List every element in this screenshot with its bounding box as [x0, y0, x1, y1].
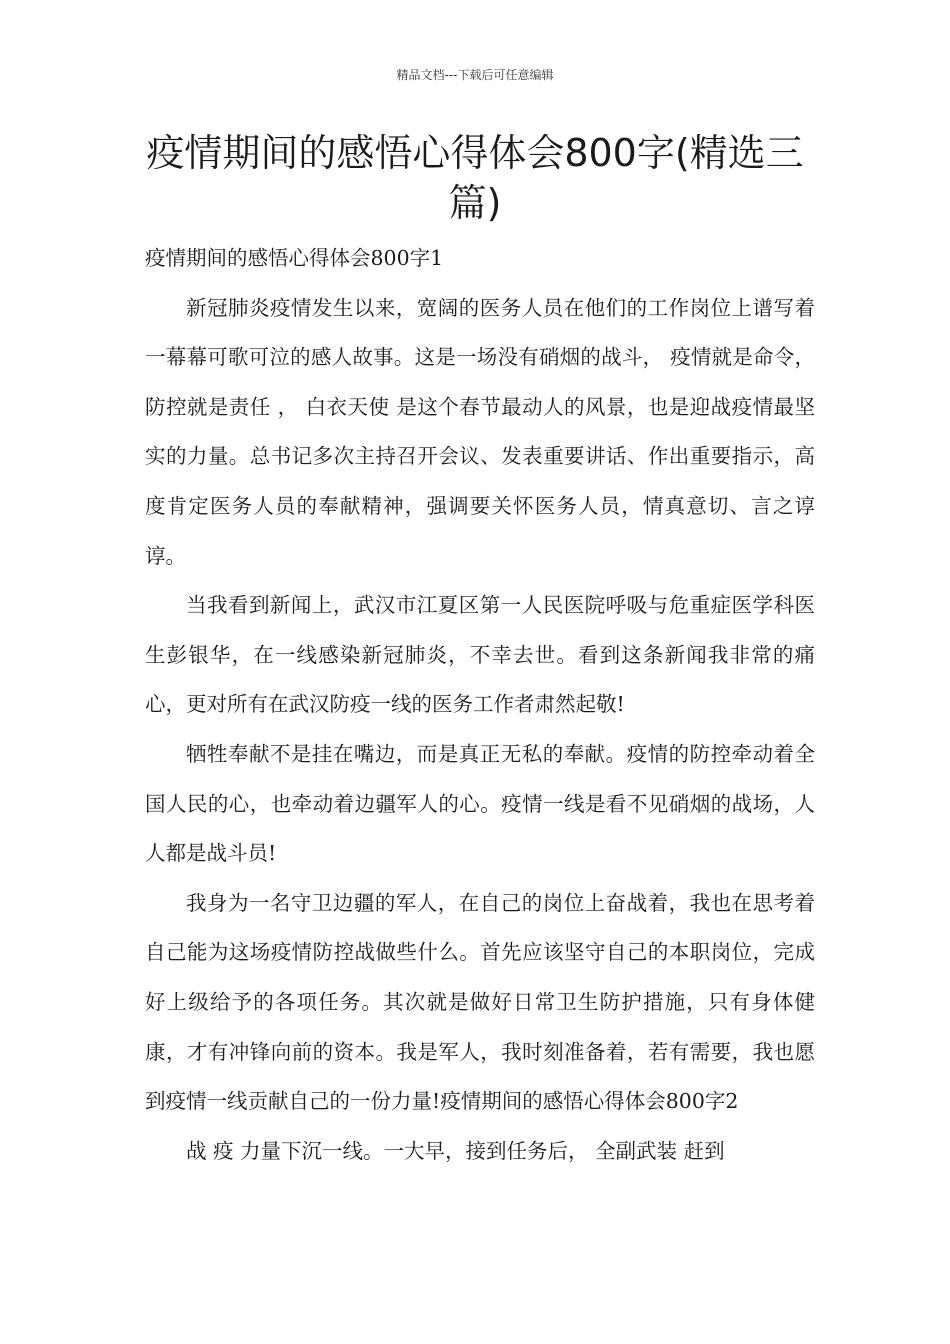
paragraph: 当我看到新闻上，武汉市江夏区第一人民医院呼吸与危重症医学科医生彭银华，在一线感染新冠肺炎，不幸去世。看到这条新闻我非常的痛心，更对所有在武汉防疫一线的医务工作者肃然起敬!	[145, 593, 815, 717]
paragraph: 新冠肺炎疫情发生以来，宽阔的医务人员在他们的工作岗位上谱写着一幕幕可歌可泣的感人故事。这是一场没有硝烟的战斗， 疫情就是命令，防控就是责任 ， 白衣天使 是这个春节最动人的风景，也是迎战疫情最坚实的力量。总书记多次主持召开会议、发表重要讲话、作出重要指示，高度肯定医务人员的奉献精神，强调要关怀医务人员，情真意切、言之谆谆。	[145, 295, 815, 568]
paragraph: 牺牲奉献不是挂在嘴边，而是真正无私的奉献。疫情的防控牵动着全国人民的心，也牵动着边疆军人的心。疫情一线是看不见硝烟的战场，人人都是战斗员!	[145, 741, 815, 866]
document-body	[145, 234, 815, 1176]
paragraph: 我身为一名守卫边疆的军人，在自己的岗位上奋战着，我也在思考着自己能为这场疫情防控战做些什么。首先应该坚守自己的本职岗位，完成好上级给予的各项任务。其次就是做好日常卫生防护措施，只有身体健康，才有冲锋向前的资本。我是军人，我时刻准备着，若有需要，我也愿到疫情一线贡献自己的一份力量!疫情期间的感悟心得体会800字2	[145, 890, 815, 1114]
section-heading: 疫情期间的感悟心得体会800字1	[145, 246, 444, 270]
document-title: 疫情期间的感悟心得体会800字(精选三篇)	[146, 131, 804, 225]
header-note: 精品文档---下载后可任意编辑	[396, 68, 554, 82]
paragraph: 战 疫 力量下沉一线。一大早，接到任务后， 全副武装 赶到	[186, 1138, 725, 1163]
